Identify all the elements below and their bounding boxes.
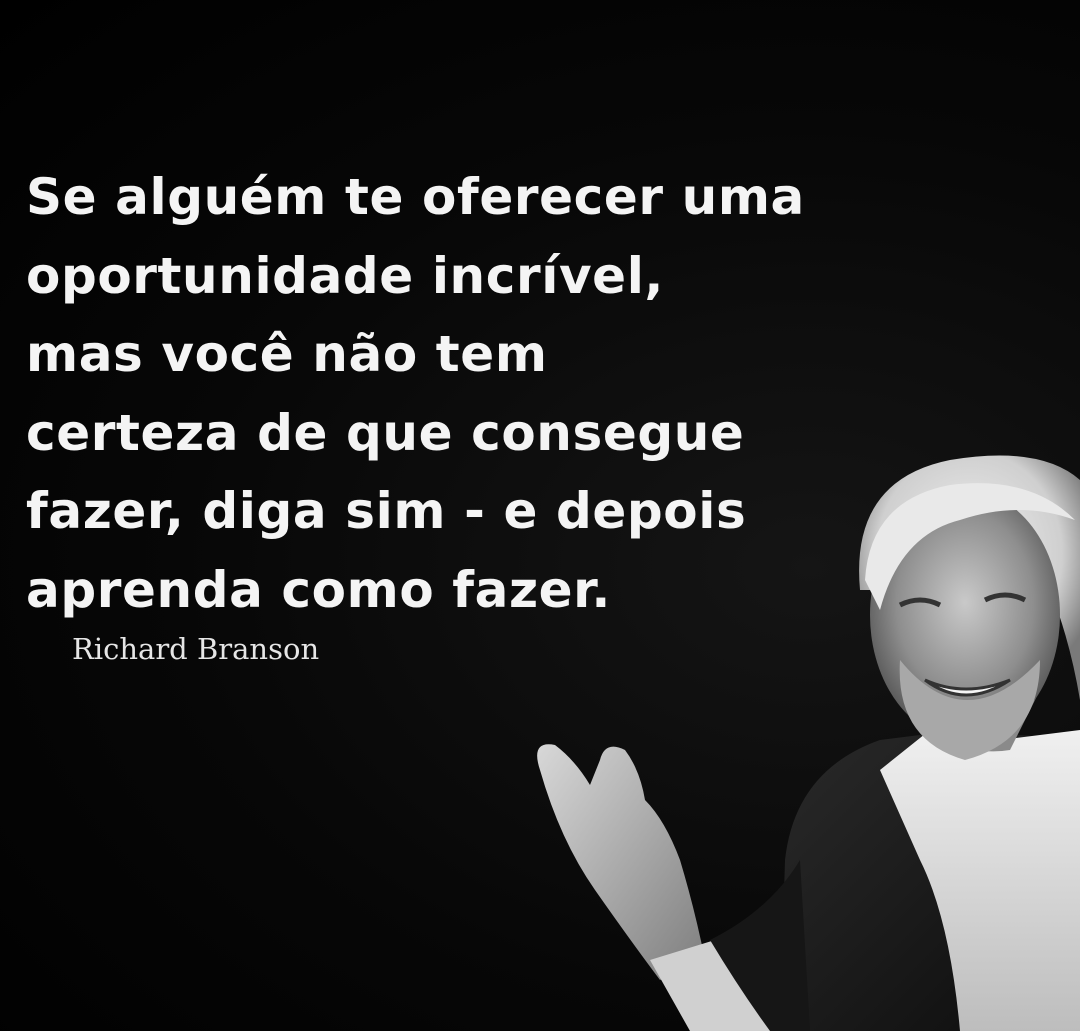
quote-line: aprenda como fazer. <box>26 560 611 619</box>
portrait-photo <box>480 440 1080 1031</box>
quote-author: Richard Branson <box>72 632 320 666</box>
quote-line: fazer, diga sim - e depois <box>26 482 747 540</box>
quote-line: Se alguém te oferecer uma <box>26 168 805 226</box>
quote-line: mas você não tem <box>26 325 548 383</box>
hand-shape <box>537 744 705 980</box>
quote-line: oportunidade incrível, <box>26 246 665 305</box>
quote-line: certeza de que consegue <box>26 403 745 462</box>
